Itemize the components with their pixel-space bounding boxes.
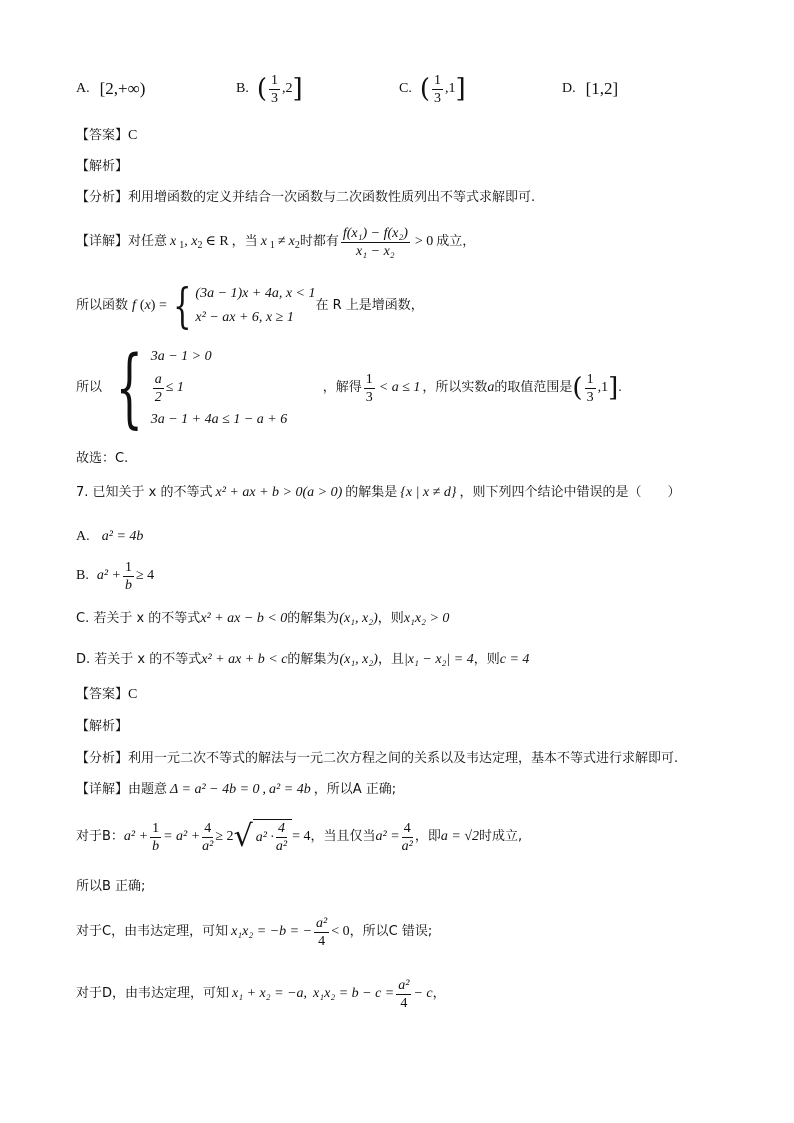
system-solve: ，解得 — [322, 380, 362, 395]
analysis-line — [76, 189, 535, 207]
q7-option-c-set: (x₁, x₂) — [339, 611, 378, 626]
q7-stem-suffix: ，则下列四个结论中错误的是（ ） — [459, 485, 681, 500]
q7-fenxi-text: 利用一元二次不等式的解法与一元二次方程之间的关系以及韦达定理，基本不等式进行求解即可. — [128, 751, 679, 766]
q7-option-d-result: c = 4 — [499, 652, 530, 667]
piecewise-row-1: (3a − 1)x + 4a, x < 1 — [195, 286, 316, 301]
q7-option-a-label: A. — [76, 529, 90, 544]
option-b-label: B. — [236, 81, 249, 96]
piecewise-system: { (3a − 1)x + 4a, x < 1 x² − ax + 6, x ≥ 1 — [172, 278, 316, 334]
system-prefix: 所以 — [76, 380, 103, 395]
q7-option-d-text: D. 若关于 x 的不等式 — [76, 652, 202, 667]
fraction-one-third: $\frac{1}{3}$ — [434, 72, 441, 106]
q7-b-line: 对于B： a² + $\frac{1}{b}$ = a² + $\frac{4}{\text{a²}}$ ≥ 2 √ a² · $\frac{4}{\text{a²}}$ = 4 ，当且仅当 a² = $\frac{4}{\text{a²}}$ ，即 a = √2 时成立, — [76, 819, 523, 854]
q7-option-a-text: a² = 4b — [101, 529, 144, 544]
option-a-label: A. — [76, 81, 90, 96]
piecewise-row-2: x² − ax + 6, x ≥ 1 — [195, 310, 294, 325]
q7-d-suffix: ， — [432, 986, 446, 1001]
detail-text: 对任意 — [128, 234, 168, 249]
option-d — [562, 72, 618, 106]
q7-option-d-inequality: x² + ax + b < c — [201, 652, 288, 667]
detail-text: 成立， — [436, 234, 476, 249]
q7-c-line: 对于C，由韦达定理，可知 x₁x₂ = −b = − $\frac{\text{a²}}{4}$ < 0 ，所以C 错误; — [76, 915, 433, 949]
q7-d-math1: x₁ + x₂ = −a — [232, 986, 304, 1001]
q7-detail-math: Δ = a² − 4b = 0 — [170, 782, 260, 797]
piecewise-line: 所以函数 f ( x ) = { (3a − 1)x + 4a, x < 1 x² − ax + 6, x ≥ 1 在 R 上是增函数， — [76, 278, 424, 334]
q7-option-a — [76, 528, 143, 546]
fraction-one-third: $\frac{1}{3}$ — [271, 72, 278, 106]
q7-b-mid2: ，即 — [414, 829, 441, 844]
detail-text: 时都有 — [299, 234, 339, 249]
analysis-tag: 【解析】 — [76, 159, 129, 174]
answer-tag: 【答案】 — [76, 128, 129, 143]
option-a — [76, 72, 145, 106]
q7-b-suffix: 时成立, — [479, 829, 523, 844]
q7-detail-tag: 【详解】 — [76, 782, 129, 797]
q7-d-prefix: 对于D，由韦达定理，可知 — [76, 986, 230, 1001]
detail-tag: 【详解】 — [76, 234, 129, 249]
option-c-label: C. — [399, 81, 412, 96]
q7-option-d-mid2: ，且 — [377, 652, 404, 667]
answer-line — [76, 127, 137, 145]
square-root: √ a² · $\frac{4}{\text{a²}}$ — [234, 819, 293, 855]
q7-analysis-line — [76, 750, 678, 768]
option-a-value: [2,+∞) — [99, 79, 146, 98]
q7-option-c-result: x₁x₂ > 0 — [403, 611, 450, 626]
q7-d-line: 对于D，由韦达定理，可知 x₁ + x₂ = −a , x₁x₂ = b − c = $\frac{\text{a²}}{4}$ − c ， — [76, 977, 446, 1011]
q7-b-mid: ，当且仅当 — [310, 829, 376, 844]
fraction-one-third: $\frac{1}{3}$ — [586, 371, 594, 405]
q7-stem — [76, 484, 680, 502]
q7-option-c-then: ，则 — [377, 611, 404, 626]
inequality-system: { 3a − 1 > 0 $\frac{a}{2}$ ≤ 1 3a − 1 + 4a ≤ 1 − a + 6 — [102, 345, 321, 431]
option-c: C. ( $\frac{1}{3}$ ,1 ] — [399, 72, 466, 106]
q7-stem-mid: 的解集是 — [345, 485, 398, 500]
q7-detail-math2: a² = 4b — [269, 782, 311, 797]
q7-fenxi-tag: 【分析】 — [76, 751, 129, 766]
q7-option-d-then: ，则 — [473, 652, 500, 667]
q7-b-conclusion: 所以B 正确; — [76, 879, 146, 894]
q7-answer-value: C — [128, 687, 138, 702]
q7-option-c-mid: 的解集为 — [287, 611, 340, 626]
option-d-label: D. — [562, 81, 576, 96]
piecewise-prefix: 所以函数 — [76, 298, 129, 313]
inequality-system-line: 所以 { 3a − 1 > 0 $\frac{a}{2}$ ≤ 1 3a − 1 + 4a ≤ 1 − a + 6 ，解得 $\frac{1}{3}$ < a ≤ 1 ，所以实数 a 的取值范围是 ( $\frac{1}{3}$ ,1 ] . — [76, 338, 622, 438]
q7-option-c — [76, 610, 449, 628]
q7-option-b-label: B. — [76, 568, 89, 583]
q7-analysis-tag: 【解析】 — [76, 719, 129, 734]
fraction-one-third: $\frac{1}{3}$ — [365, 371, 373, 405]
q7-detail-text2: ，所以A 正确; — [313, 782, 397, 797]
q7-option-c-text: C. 若关于 x 的不等式 — [76, 611, 201, 626]
q7-c-suffix: ，所以C 错误; — [349, 924, 433, 939]
detail-line: 【详解】 对任意 x 1 , x 2 ∈ R ，当 x 1 ≠ x 2 时都有 $\frac{\text{f(x₁) − f(x₂)}}{\text{x₁ − x₂}}$ > 0 成立， — [76, 225, 476, 259]
detail-text: ，当 — [231, 234, 258, 249]
q7-option-d-abs: |x₁ − x₂| = 4 — [403, 652, 474, 667]
option-b: B. ( $\frac{1}{3}$ ,2 ] — [236, 72, 303, 106]
q7-stem-set: {x | x ≠ d} — [400, 485, 457, 500]
difference-quotient: $\frac{\text{f(x₁) − f(x₂)}}{\text{x₁ − x₂}}$ — [342, 225, 408, 259]
q7-answer-tag: 【答案】 — [76, 687, 129, 702]
q7-answer-line — [76, 686, 137, 704]
q7-detail-line: 【详解】 由题意 Δ = a² − 4b = 0 , a² = 4b ，所以A 正确; — [76, 782, 397, 797]
q7-option-c-inequality: x² + ax − b < 0 — [200, 611, 288, 626]
q7-option-d-set: (x₁, x₂) — [339, 652, 378, 667]
q7-option-b: B. a² + $\frac{1}{b}$ ≥ 4 — [76, 559, 155, 593]
q7-c-prefix: 对于C，由韦达定理，可知 — [76, 924, 229, 939]
q7-option-d — [76, 651, 529, 669]
q7-stem-inequality: x² + ax + b > 0(a > 0) — [215, 485, 343, 500]
piecewise-suffix: 在 R 上是增函数， — [315, 298, 424, 313]
choice-line: 故选：C. — [76, 451, 129, 466]
answer-value: C — [128, 128, 138, 143]
q7-option-d-mid: 的解集为 — [287, 652, 340, 667]
option-d-value: [1,2] — [585, 79, 619, 98]
fenxi-text: 利用增函数的定义并结合一次函数与二次函数性质列出不等式求解即可. — [128, 190, 536, 205]
q7-b-prefix: 对于B： — [76, 829, 124, 844]
fenxi-tag: 【分析】 — [76, 190, 129, 205]
q7-stem-prefix: 7. 已知关于 x 的不等式 — [76, 485, 213, 500]
system-result: ，所以实数 — [422, 380, 488, 395]
system-row-1: 3a − 1 > 0 — [150, 348, 212, 364]
system-row-3: 3a − 1 + 4a ≤ 1 − a + 6 — [150, 411, 288, 427]
system-range: 的取值范围是 — [494, 380, 573, 395]
q7-detail-text: 由题意 — [128, 782, 168, 797]
